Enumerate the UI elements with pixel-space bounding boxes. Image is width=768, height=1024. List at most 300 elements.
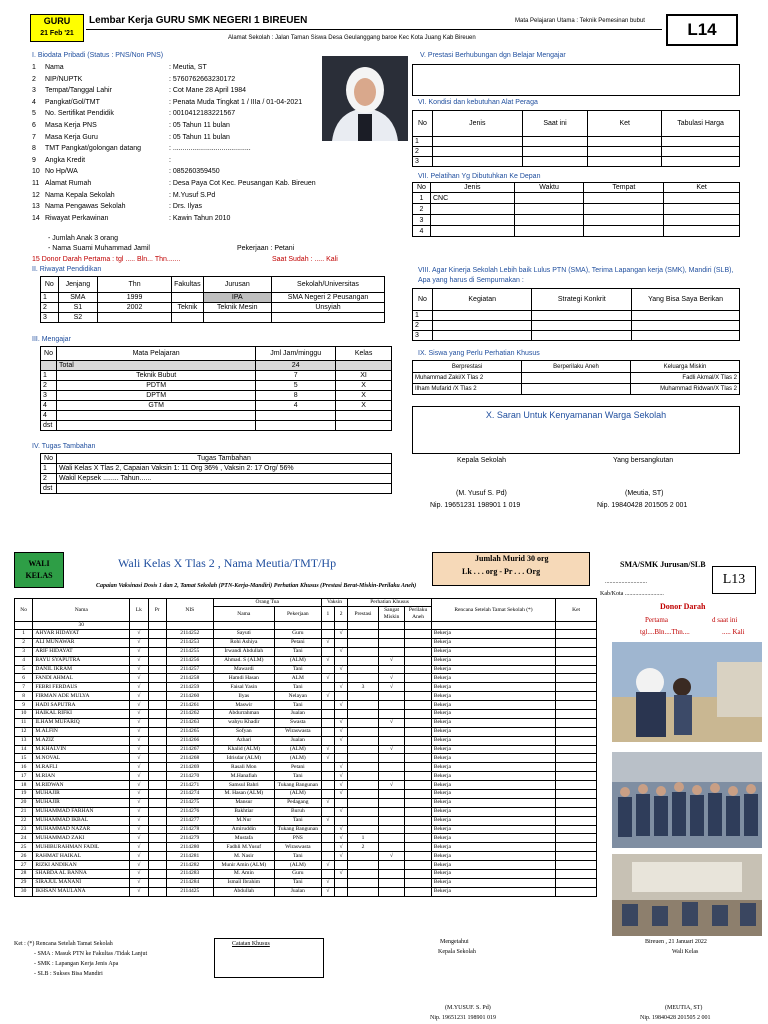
student-cell (556, 763, 597, 772)
student-cell (556, 630, 597, 639)
bio-key: Tempat/Tanggal Lahir (45, 87, 112, 95)
student-cell: AHYAR HIDAYAT (33, 630, 130, 639)
student-row (15, 852, 597, 861)
student-cell (405, 727, 432, 736)
student-cell (378, 887, 405, 896)
table-cell: 5 (256, 381, 336, 391)
section-1-title: I. Biodata Pribadi (Status : PNS/Non PNS) (32, 52, 164, 59)
student-cell: ILHAM MUFARIQ (33, 718, 130, 727)
bio-row (32, 75, 322, 87)
bio-number: 14 (32, 214, 40, 222)
student-cell: FIRMAN ADE MULYA (33, 692, 130, 701)
table-header-cell: No (413, 111, 433, 137)
student-cell: HADI SAPUTRA (33, 701, 130, 710)
special-students-table (412, 360, 740, 395)
student-cell: 2114270 (166, 772, 213, 781)
student-cell: 1 (15, 630, 33, 639)
student-cell: Bekerja (431, 870, 555, 879)
table-row (41, 381, 392, 391)
student-cell: M.ALFIN (33, 727, 130, 736)
col-pr: Pr (148, 599, 166, 622)
student-row (15, 825, 597, 834)
student-cell: √ (335, 781, 348, 790)
student-cell (405, 656, 432, 665)
student-cell: √ (321, 878, 334, 887)
bio-key: No Hp/WA (45, 168, 78, 176)
wali-nip: Nip. 19840428 201505 2 001 (640, 1015, 711, 1021)
student-cell: MUHAMMAD ZAKI (33, 834, 130, 843)
table-cell (584, 226, 664, 237)
student-cell (378, 834, 405, 843)
student-cell: SHABDA AL BANNA (33, 870, 130, 879)
bio-value: : Cot Mane 28 April 1984 (169, 87, 247, 95)
donor-title: Donor Darah (660, 602, 706, 611)
student-cell: 8 (15, 692, 33, 701)
student-cell: √ (335, 843, 348, 852)
class-photo-3 (612, 854, 762, 936)
bio-key: Nama Kepala Sekolah (45, 191, 115, 199)
student-cell: 5 (15, 665, 33, 674)
student-cell (321, 683, 334, 692)
student-row (15, 763, 597, 772)
table-cell: 4 (41, 411, 57, 421)
student-cell (148, 878, 166, 887)
table-cell (336, 421, 392, 431)
student-cell (556, 861, 597, 870)
student-cell (405, 781, 432, 790)
table-cell (588, 137, 662, 147)
student-cell: Hamdi Hasan (213, 674, 274, 683)
student-cell: Irwandi Abdullah (213, 647, 274, 656)
table-cell (271, 313, 384, 323)
student-cell (148, 718, 166, 727)
table-row (41, 293, 385, 303)
student-cell (405, 861, 432, 870)
student-cell: √ (130, 781, 148, 790)
student-cell: (ALM) (274, 754, 321, 763)
student-cell (378, 816, 405, 825)
student-cell: Bekerja (431, 736, 555, 745)
student-cell (321, 852, 334, 861)
student-cell: 22 (15, 816, 33, 825)
student-cell (148, 630, 166, 639)
table-cell (532, 321, 632, 331)
student-cell (148, 710, 166, 719)
student-cell (321, 701, 334, 710)
student-cell: Ilyas (213, 692, 274, 701)
table-cell (522, 147, 588, 157)
bio-row (32, 191, 322, 203)
student-cell: √ (130, 790, 148, 799)
bio-key: Nama Pengawas Sekolah (45, 203, 126, 211)
student-cell: Wiraswasta (274, 843, 321, 852)
bio-number: 7 (32, 133, 36, 141)
student-cell (405, 843, 432, 852)
student-cell: √ (130, 816, 148, 825)
student-cell: 2114257 (166, 665, 213, 674)
student-cell: M. Hasan (ALM) (213, 790, 274, 799)
student-cell: 12 (15, 727, 33, 736)
student-cell (556, 701, 597, 710)
student-cell (556, 878, 597, 887)
table-cell: 2 (413, 204, 431, 215)
main-subject: Mata Pelajaran Utama : Teknik Pemesinan bubut (515, 18, 645, 24)
table-cell (664, 215, 740, 226)
student-cell (405, 718, 432, 727)
bio-number: 8 (32, 145, 36, 153)
section-6-title: VI. Kondisi dan kebutuhan Alat Peraga (418, 99, 538, 106)
student-cell: 2114277 (166, 816, 213, 825)
student-cell: Bekerja (431, 798, 555, 807)
table-cell (336, 411, 392, 421)
student-cell: Ismail Ibrahim (213, 878, 274, 887)
table-cell: X (336, 401, 392, 411)
bio-key: No. Sertifikat Pendidik (45, 110, 114, 118)
kepsek-name-2: (M.YUSUF. S. Pd) (445, 1005, 491, 1011)
student-cell (556, 798, 597, 807)
student-cell: PNS (274, 834, 321, 843)
student-cell: √ (321, 692, 334, 701)
student-cell: 2114266 (166, 736, 213, 745)
bio-row (32, 167, 322, 179)
student-cell: Bekerja (431, 683, 555, 692)
student-cell: Tani (274, 816, 321, 825)
student-cell: √ (321, 674, 334, 683)
student-cell (556, 887, 597, 896)
student-cell: (ALM) (274, 861, 321, 870)
student-cell: Bekerja (431, 861, 555, 870)
student-cell: 2114267 (166, 745, 213, 754)
student-cell: 25 (15, 843, 33, 852)
bio-key: Riwayat Perkawinan (45, 214, 109, 222)
student-cell: ALM (274, 674, 321, 683)
student-cell (348, 816, 379, 825)
student-cell (321, 763, 334, 772)
student-count: Jumlah Murid 30 org (475, 554, 549, 563)
table-header-cell: Ket (664, 183, 740, 193)
donor-times: ..... Kali (722, 628, 745, 636)
student-cell: √ (130, 843, 148, 852)
student-cell (405, 887, 432, 896)
student-cell (348, 745, 379, 754)
student-cell (556, 870, 597, 879)
table-header-cell: Mata Pelajaran (56, 347, 255, 361)
table-cell: 1 (413, 193, 431, 204)
student-cell: 21 (15, 807, 33, 816)
student-cell: √ (130, 807, 148, 816)
bio-value: : 0010412183221567 (169, 110, 236, 118)
student-cell (348, 647, 379, 656)
table-cell: 3 (41, 391, 57, 401)
table-cell (432, 311, 532, 321)
table-cell: S2 (58, 313, 97, 323)
student-cell: (ALM) (274, 790, 321, 799)
ket-2: - SMK : Lapangan Kerja Jenis Apa (34, 961, 119, 967)
table-cell: Fadli Akmal/X Tlas 2 (631, 373, 740, 384)
photo-icon (612, 642, 762, 742)
student-cell: √ (321, 754, 334, 763)
table-row (413, 193, 740, 204)
student-cell: Bekerja (431, 816, 555, 825)
student-cell (405, 710, 432, 719)
student-cell: Petani (274, 638, 321, 647)
table-cell: Muhammad Ridwan/X Tlas 2 (631, 384, 740, 395)
student-cell: 19 (15, 790, 33, 799)
additional-tasks-table (40, 453, 392, 494)
student-cell: M.Hanafiah (213, 772, 274, 781)
student-cell: Tani (274, 878, 321, 887)
table-row (41, 484, 392, 494)
student-cell (556, 852, 597, 861)
student-cell: Bekerja (431, 825, 555, 834)
table-row (41, 371, 392, 381)
student-row (15, 798, 597, 807)
worksheet-page-2 (0, 540, 768, 1024)
student-cell: √ (335, 852, 348, 861)
student-cell (556, 656, 597, 665)
bio-value: : Drs. Ilyas (169, 203, 203, 211)
student-cell (405, 665, 432, 674)
table-row (41, 421, 392, 431)
table-cell (430, 204, 514, 215)
section-5-title: V. Prestasi Berhubungan dgn Belajar Mengajar (420, 52, 566, 59)
bio-row (32, 63, 322, 75)
student-cell: 24 (15, 834, 33, 843)
col-nis: NIS (166, 599, 213, 622)
student-row (15, 674, 597, 683)
student-cell (148, 727, 166, 736)
student-cell (321, 736, 334, 745)
student-cell: Tani (274, 852, 321, 861)
bio-row (32, 133, 322, 145)
bio-row (32, 121, 322, 133)
bio-value: : Meutia, ST (169, 64, 207, 71)
wali-name: (MEUTIA, ST) (665, 1005, 703, 1011)
table-header-cell: Fakultas (172, 277, 203, 293)
student-cell (348, 798, 379, 807)
student-cell: 23 (15, 825, 33, 834)
student-cell (556, 745, 597, 754)
student-cell: Bekerja (431, 878, 555, 887)
table-cell (662, 147, 740, 157)
student-cell: 2114275 (166, 798, 213, 807)
bio-key: TMT Pangkat/golongan datang (45, 145, 141, 153)
student-cell: 2114265 (166, 727, 213, 736)
student-cell: √ (378, 718, 405, 727)
bio-key: Masa Kerja PNS (45, 121, 97, 129)
student-cell: 30 (15, 887, 33, 896)
table-cell (432, 157, 522, 167)
table-header-cell: Keluarga Miskin (631, 361, 740, 373)
student-cell (148, 763, 166, 772)
wali-badge (14, 552, 64, 588)
student-cell (378, 736, 405, 745)
student-cell (378, 798, 405, 807)
student-cell: Khalid (ALM) (213, 745, 274, 754)
table-cell: SMA (58, 293, 97, 303)
student-cell (556, 825, 597, 834)
pekerjaan-line: Pekerjaan : Petani (237, 245, 295, 252)
table-cell (432, 331, 532, 341)
student-cell (556, 807, 597, 816)
student-cell: Bekerja (431, 665, 555, 674)
table-header-cell: Saat ini (522, 111, 588, 137)
student-cell: 9 (15, 701, 33, 710)
student-cell (556, 781, 597, 790)
student-cell: 2114262 (166, 710, 213, 719)
table-cell (514, 204, 584, 215)
student-cell: √ (321, 656, 334, 665)
bio-value: : Desa Paya Cot Kec. Peusangan Kab. Bireuen (169, 179, 316, 187)
student-cell: √ (130, 710, 148, 719)
student-row (15, 630, 597, 639)
table-header-cell: Kegiatan (432, 289, 532, 311)
table-header-cell: Jenjang (58, 277, 97, 293)
bio-number: 4 (32, 98, 36, 106)
table-cell (430, 226, 514, 237)
table-cell: PDTM (56, 381, 255, 391)
ket-title: Ket : (*) Rencana Setelah Tamat Sekolah (14, 941, 113, 947)
count-spacer (15, 622, 33, 630)
student-cell (348, 638, 379, 647)
table-row (413, 331, 740, 341)
col-prestasi: Prestasi (348, 607, 379, 622)
table-cell (432, 147, 522, 157)
achievement-box (412, 64, 740, 96)
student-cell: √ (130, 701, 148, 710)
bio-value: : 05 Tahun 11 bulan (169, 121, 230, 129)
student-cell: √ (335, 790, 348, 799)
student-cell: Faisal Yasin (213, 683, 274, 692)
student-cell (321, 718, 334, 727)
bio-row (32, 214, 322, 226)
student-cell: Bekerja (431, 763, 555, 772)
table-cell (664, 193, 740, 204)
student-cell (148, 674, 166, 683)
table-header-cell: Kelas (336, 347, 392, 361)
school-dots: ............................ (605, 579, 647, 585)
student-cell: Bekerja (431, 834, 555, 843)
student-cell: Mustafa (213, 834, 274, 843)
table-cell (632, 331, 740, 341)
bio-number: 1 (32, 64, 36, 71)
student-cell: 2114259 (166, 683, 213, 692)
student-cell (148, 843, 166, 852)
student-cell: 2114282 (166, 861, 213, 870)
student-row (15, 638, 597, 647)
page-code-2: L13 (712, 566, 756, 594)
student-cell: √ (130, 861, 148, 870)
student-cell (321, 807, 334, 816)
school-type: SMA/SMK Jurusan/SLB (620, 560, 706, 569)
table-header-cell: No (413, 183, 431, 193)
student-row (15, 745, 597, 754)
student-cell (405, 736, 432, 745)
student-cell (378, 772, 405, 781)
student-cell (405, 683, 432, 692)
student-cell: SIRAJUL MANANI (33, 878, 130, 887)
student-cell (405, 745, 432, 754)
student-row (15, 647, 597, 656)
student-cell: Guru (274, 630, 321, 639)
student-cell: 2114261 (166, 701, 213, 710)
bio-row (32, 109, 322, 121)
student-row (15, 861, 597, 870)
table-cell (256, 411, 336, 421)
student-cell (556, 843, 597, 852)
wali-kelas-label: Wali Kelas (672, 949, 699, 955)
student-cell (348, 736, 379, 745)
table-row (41, 303, 385, 313)
col-ortu: Orang Tua (213, 599, 321, 607)
date-label: 21 Feb '21 (40, 30, 74, 37)
student-cell: √ (335, 736, 348, 745)
student-cell: √ (130, 630, 148, 639)
student-row (15, 656, 597, 665)
bio-value: : Penata Muda Tingkat 1 / IIIa / 01-04-2021 (169, 98, 303, 106)
student-cell (405, 674, 432, 683)
bio-key: NIP/NUPTK (45, 75, 83, 83)
table-row (413, 384, 740, 395)
student-cell: √ (335, 807, 348, 816)
student-cell: √ (321, 887, 334, 896)
student-cell (321, 870, 334, 879)
student-cell (405, 701, 432, 710)
table-header-cell: Berprestasi (413, 361, 522, 373)
teaching-aids-table (412, 110, 740, 167)
student-cell: √ (335, 870, 348, 879)
student-cell: Jualan (274, 887, 321, 896)
section-2-title: II. Riwayat Pendidikan (32, 266, 102, 273)
student-cell: ARIF HIDAYAT (33, 647, 130, 656)
student-cell: Tani (274, 701, 321, 710)
table-row (413, 373, 740, 384)
student-cell: Tani (274, 683, 321, 692)
student-cell: √ (130, 638, 148, 647)
student-row (15, 754, 597, 763)
kepsek-name: (M. Yusuf S. Pd) (456, 490, 507, 497)
table-row (41, 401, 392, 411)
table-cell: dst (41, 484, 57, 494)
student-cell: Samsul Bahri (213, 781, 274, 790)
table-cell: Ilham Mufarid /X Tlas 2 (413, 384, 522, 395)
student-cell (148, 683, 166, 692)
student-cell (321, 772, 334, 781)
bio-number: 13 (32, 203, 40, 211)
section-3-title: III. Mengajar (32, 336, 71, 343)
student-cell: 2114268 (166, 754, 213, 763)
student-cell: FANDI AHMAL (33, 674, 130, 683)
col-ket: Ket (556, 599, 597, 622)
col-aneh: Perilaku Aneh (405, 607, 432, 622)
education-table (40, 276, 385, 323)
bio-number: 12 (32, 191, 40, 199)
section-7-title: VII. Pelatihan Yg Dibutuhkan Ke Depan (418, 173, 541, 180)
kepsek-nip: Nip. 19651231 198901 1 019 (430, 502, 521, 509)
bio-key: Alamat Rumah (45, 179, 92, 187)
teacher-name: (Meutia, ST) (625, 490, 664, 497)
student-cell (335, 710, 348, 719)
table-cell: 1 (41, 293, 59, 303)
table-cell: 3 (413, 331, 433, 341)
student-cell: Sofyan (213, 727, 274, 736)
table-header-cell: Yang Bisa Saya Berikan (632, 289, 740, 311)
table-header-cell: Thn (98, 277, 172, 293)
student-row (15, 870, 597, 879)
student-cell (148, 665, 166, 674)
teaching-table (40, 346, 392, 431)
student-cell (378, 790, 405, 799)
